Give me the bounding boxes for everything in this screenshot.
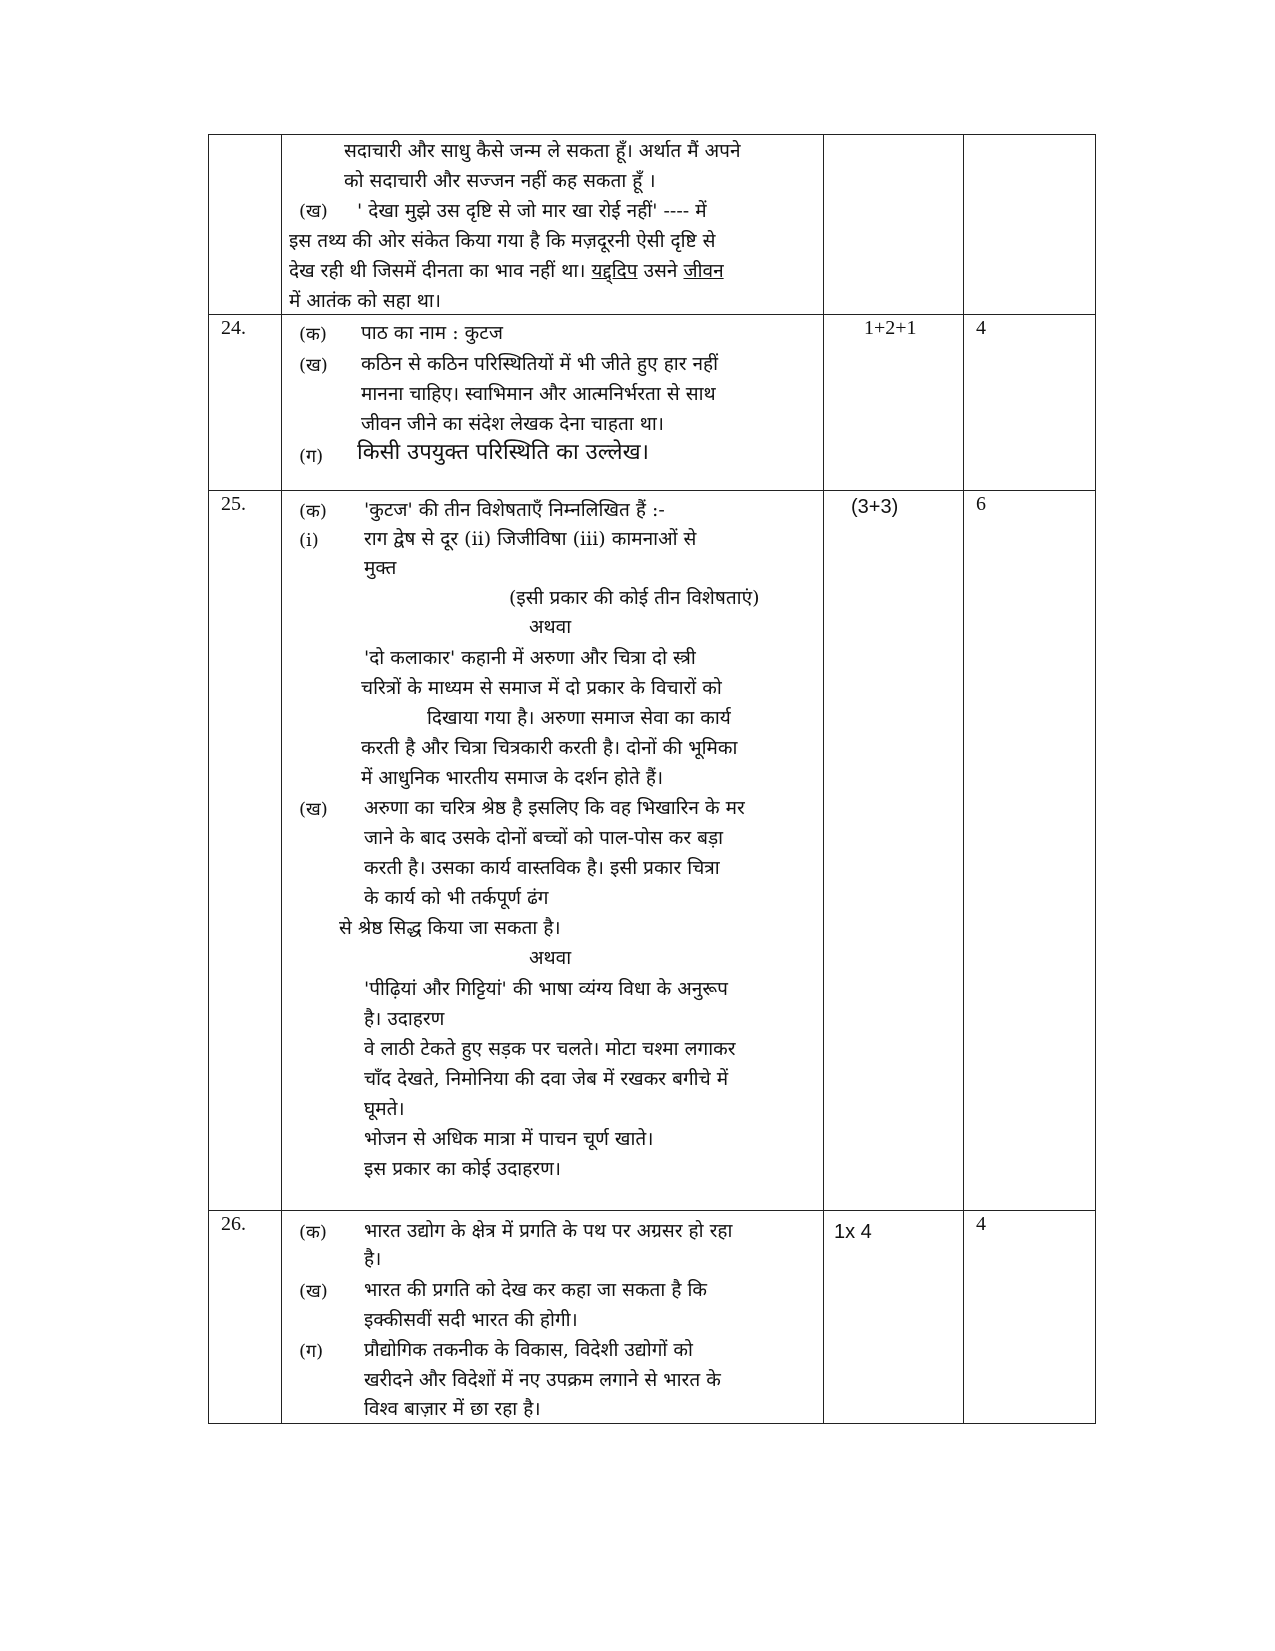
answer-line: के कार्य को भी तर्कपूर्ण ढंग xyxy=(364,887,549,909)
total-marks: 4 xyxy=(976,317,986,339)
answer-line: घूमते। xyxy=(364,1098,405,1120)
sub-label: (i) xyxy=(299,530,319,551)
total-marks: 6 xyxy=(976,493,986,515)
answer-text: उसने xyxy=(643,260,678,282)
answer-line: अरुणा का चरित्र श्रेष्ठ है इसलिए कि वह भिखारिन के मर xyxy=(364,797,745,819)
marks-split: 1+2+1 xyxy=(864,317,917,339)
answer-line: किसी उपयुक्त परिस्थिति का उल्लेख। xyxy=(357,440,649,465)
answer-line: भारत की प्रगति को देख कर कहा जा सकता है कि xyxy=(364,1279,707,1301)
answer-line: मुक्त xyxy=(364,557,397,579)
answer-line: है। xyxy=(364,1248,382,1270)
answer-line: को सदाचारी और सज्जन नहीं कह सकता हूँ । xyxy=(344,170,656,192)
answer-line: से श्रेष्ठ सिद्ध किया जा सकता है। xyxy=(339,917,561,939)
answer-line: जीवन जीने का संदेश लेखक देना चाहता था। xyxy=(361,413,664,435)
total-marks: 4 xyxy=(976,1213,986,1235)
answer-line: वे लाठी टेकते हुए सड़क पर चलते। मोटा चश्मा लगाकर xyxy=(364,1038,736,1060)
question-number: 24. xyxy=(221,317,246,339)
question-number: 25. xyxy=(221,493,246,515)
sub-label: (ख) xyxy=(299,355,328,376)
sub-label: (ग) xyxy=(299,446,324,467)
underlined-word: यद्द्दिप xyxy=(591,260,638,282)
answer-line: पाठ का नाम : कुटज xyxy=(361,322,503,344)
answer-line xyxy=(289,259,724,283)
answer-line: (इसी प्रकार की कोई तीन विशेषताएं) xyxy=(509,587,760,609)
sub-label: (क) xyxy=(299,324,327,345)
answer-line: अथवा xyxy=(529,947,572,969)
answer-line: 'कुटज' की तीन विशेषताएँ निम्नलिखित हैं :- xyxy=(364,499,665,521)
answer-line: भोजन से अधिक मात्रा में पाचन चूर्ण खाते। xyxy=(364,1128,654,1150)
table-row xyxy=(208,1210,1096,1424)
sub-label: (ख) xyxy=(299,1281,328,1302)
answer-line: भारत उद्योग के क्षेत्र में प्रगति के पथ पर अग्रसर हो रहा xyxy=(364,1220,733,1242)
sub-label: (ख) xyxy=(299,201,328,222)
table-row xyxy=(208,490,1096,1211)
sub-label: (ख) xyxy=(299,799,328,820)
answer-line: इस तथ्य की ओर संकेत किया गया है कि मज़दूरनी ऐसी दृष्टि से xyxy=(289,230,716,252)
answer-line: मानना चाहिए। स्वाभिमान और आत्मनिर्भरता से साथ xyxy=(361,383,716,405)
underlined-word: जीवन xyxy=(683,260,724,282)
answer-line: कठिन से कठिन परिस्थितियों में भी जीते हुए हार नहीं xyxy=(361,353,719,375)
marks-split: (3+3) xyxy=(851,496,899,518)
answer-line: जाने के बाद उसके दोनों बच्चों को पाल-पोस कर बड़ा xyxy=(364,827,724,849)
answer-line: खरीदने और विदेशों में नए उपक्रम लगाने से भारत के xyxy=(364,1369,721,1391)
table-row xyxy=(208,134,1096,315)
sub-label: (ग) xyxy=(299,1341,324,1362)
answer-line: इस प्रकार का कोई उदाहरण। xyxy=(364,1158,562,1180)
marks-split: 1x 4 xyxy=(834,1221,872,1243)
answer-line: अथवा xyxy=(529,616,572,638)
answer-line: में आधुनिक भारतीय समाज के दर्शन होते हैं। xyxy=(361,767,664,789)
answer-line: राग द्वेष से दूर (ii) जिजीविषा (iii) कामनाओं से xyxy=(364,528,697,550)
sub-label: (क) xyxy=(299,1222,327,1243)
answer-line: इक्कीसवीं सदी भारत की होगी। xyxy=(364,1309,578,1331)
answer-line: चाँद देखते, निमोनिया की दवा जेब में रखकर बगीचे में xyxy=(364,1068,729,1090)
table-row xyxy=(208,314,1096,491)
answer-line: चरित्रों के माध्यम से समाज में दो प्रकार के विचारों को xyxy=(361,677,722,699)
answer-line: 'दो कलाकार' कहानी में अरुणा और चित्रा दो स्त्री xyxy=(364,647,696,669)
answer-text: देख रही थी जिसमें दीनता का भाव नहीं था। xyxy=(289,260,586,282)
answer-line: ' देखा मुझे उस दृष्टि से जो मार खा रोई नहीं' ---- में xyxy=(357,200,707,222)
answer-line: प्रौद्योगिक तकनीक के विकास, विदेशी उद्योगों को xyxy=(364,1339,693,1361)
answer-line: करती है और चित्रा चित्रकारी करती है। दोनों की भूमिका xyxy=(361,737,738,759)
sub-label: (क) xyxy=(299,501,327,522)
answer-line: दिखाया गया है। अरुणा समाज सेवा का कार्य xyxy=(427,707,731,729)
question-number: 26. xyxy=(221,1213,246,1235)
answer-line: 'पीढ़ियां और गिट्टियां' की भाषा व्यंग्य विधा के अनुरूप xyxy=(364,978,728,1000)
answer-line: सदाचारी और साधु कैसे जन्म ले सकता हूँ। अर्थात मैं अपने xyxy=(344,140,741,162)
answer-line: है। उदाहरण xyxy=(364,1008,445,1030)
answer-line: करती है। उसका कार्य वास्तविक है। इसी प्रकार चित्रा xyxy=(364,857,720,879)
answer-line: विश्व बाज़ार में छा रहा है। xyxy=(364,1398,541,1420)
answer-line: में आतंक को सहा था। xyxy=(289,290,441,312)
